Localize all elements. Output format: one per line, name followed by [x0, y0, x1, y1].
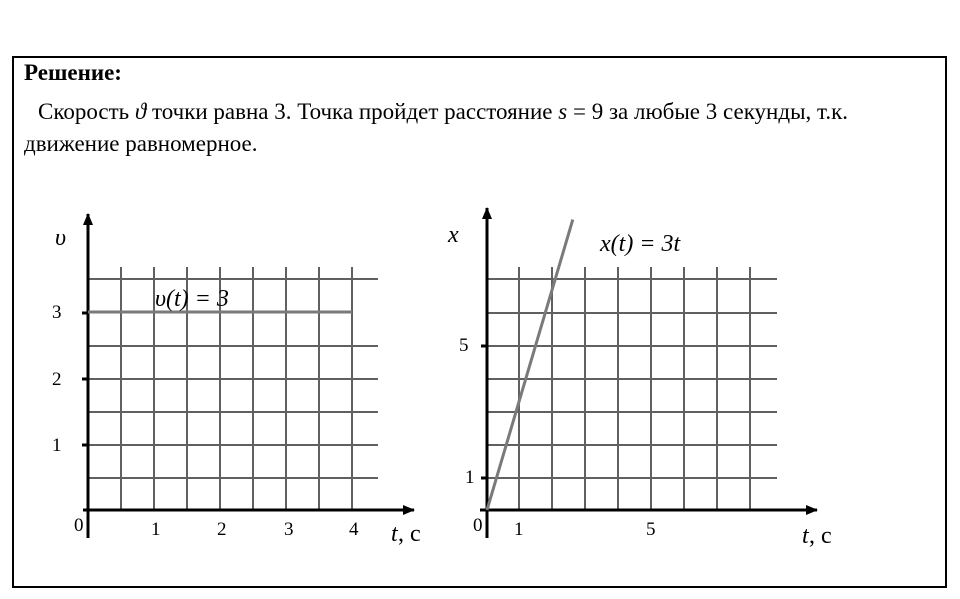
- position-series-line: [487, 220, 573, 510]
- velocity-y-tick-label: 2: [52, 369, 62, 390]
- velocity-x-tick-label: 0: [74, 515, 84, 536]
- position-x-axis-unit: , с: [809, 523, 832, 549]
- position-x-axis-label: t: [802, 523, 809, 549]
- velocity-y-tick-label: 1: [52, 435, 62, 456]
- velocity-x-axis-unit: , с: [398, 521, 421, 547]
- text-part-2: точки равна 3. Точка пройдет расстояние: [146, 99, 559, 124]
- position-x-tick-label: 5: [646, 519, 656, 540]
- velocity-x-tick-label: 3: [284, 519, 294, 540]
- position-x-tick-label: 0: [473, 515, 483, 536]
- text-part-1: Скорость: [38, 99, 135, 124]
- position-y-tick-label: 1: [465, 467, 475, 488]
- position-x-tick-label: 1: [514, 519, 524, 540]
- velocity-grid: [88, 267, 378, 510]
- velocity-x-tick-label: 4: [349, 519, 359, 540]
- theta-symbol: ϑ: [134, 99, 147, 124]
- position-chart: [447, 208, 832, 549]
- velocity-x-axis-label: t: [391, 521, 398, 547]
- velocity-chart: [52, 214, 421, 547]
- position-y-axis-label: x: [448, 222, 459, 248]
- velocity-y-axis-label: υ: [55, 225, 67, 251]
- position-y-tick-label: 5: [459, 335, 469, 356]
- text-part-3: = 9 за любые 3 секунды, т.к. движение равномерное.: [24, 99, 849, 156]
- position-function-label: x(t) = 3t: [600, 231, 681, 257]
- position-grid: [487, 267, 777, 510]
- velocity-x-tick-label: 1: [151, 519, 161, 540]
- velocity-y-tick-label: 3: [52, 302, 62, 323]
- s-symbol: s: [558, 99, 568, 124]
- solution-heading: Решение:: [24, 60, 122, 85]
- velocity-function-label: υ(t) = 3: [155, 286, 229, 312]
- velocity-x-tick-label: 2: [217, 519, 227, 540]
